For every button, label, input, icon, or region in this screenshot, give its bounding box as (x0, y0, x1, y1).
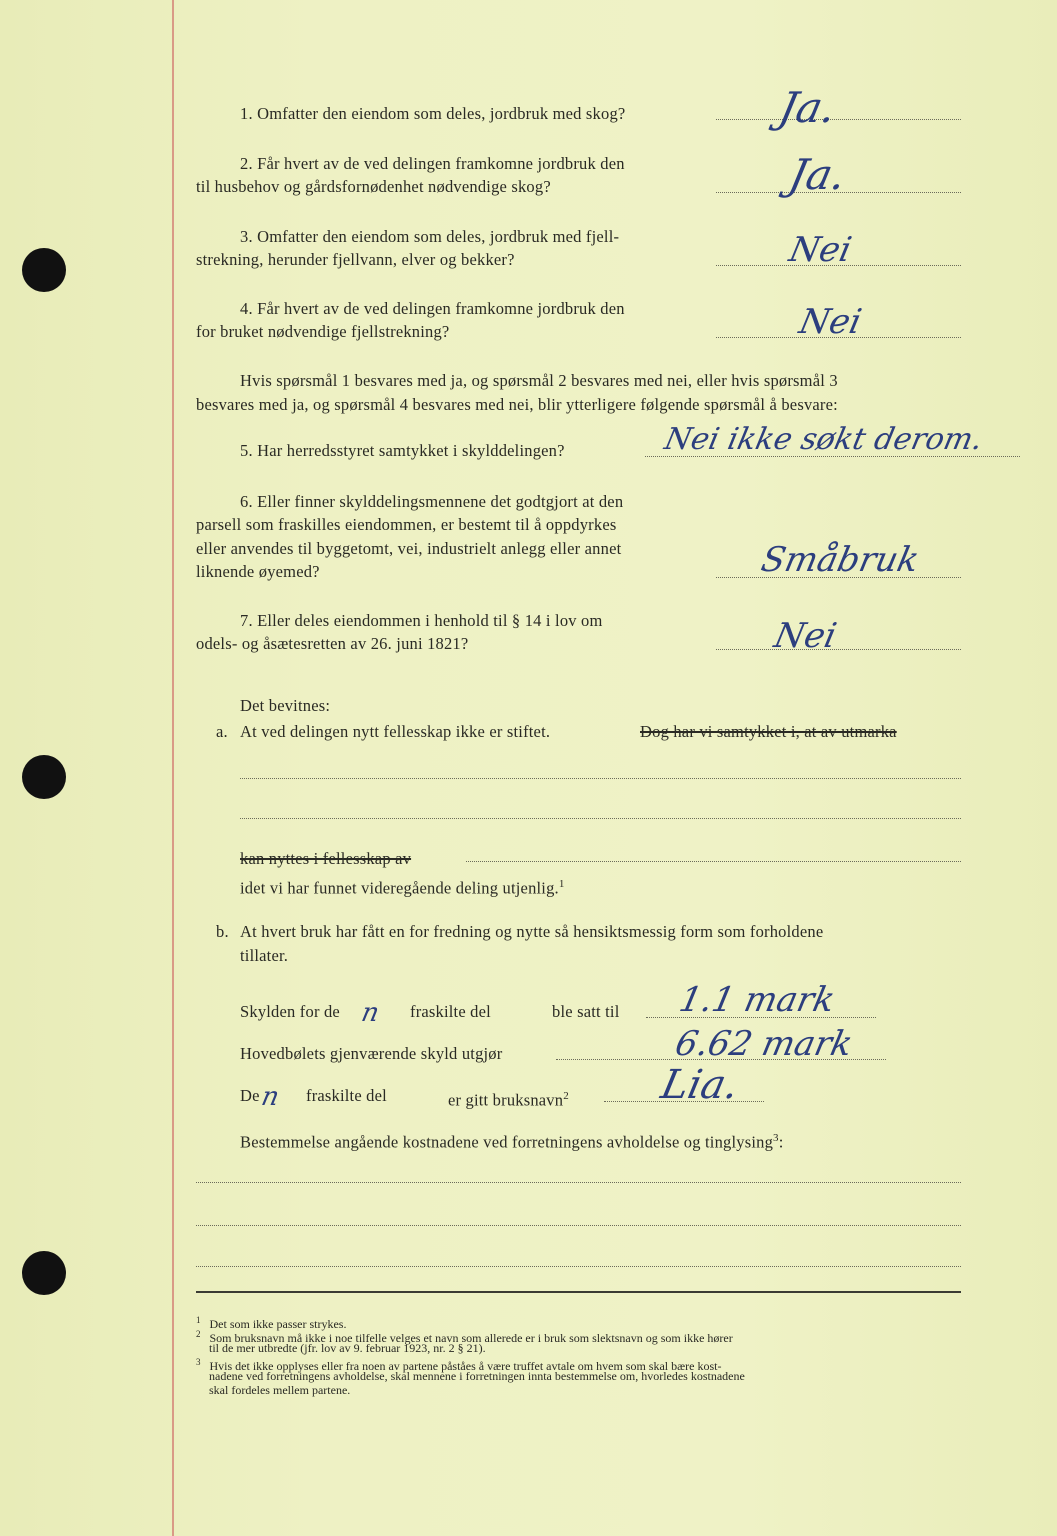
question-4-line-2: for bruket nødvendige fjellstrekning? (196, 322, 450, 341)
question-2-line-1: 2. Får hvert av de ved delingen framkomne jordbruk den (240, 154, 625, 173)
margin-line (172, 0, 174, 1536)
attest-b-line-1: At hvert bruk har fått en for fredning og nytte så hensiktsmessig form som forholdene (240, 922, 824, 941)
punch-hole (22, 248, 66, 292)
answer-line-1 (716, 119, 961, 120)
footnote-3-line-3: skal fordeles mellem partene. (209, 1383, 351, 1397)
answer-5: Nei ikke søkt derom. (661, 422, 986, 457)
bruksnavn-value: Lia. (657, 1062, 743, 1108)
punch-hole (22, 755, 66, 799)
question-6-line-3: eller anvendes til byggetomt, vei, industrielt anlegg eller annet (196, 539, 622, 558)
attest-a-struck: Dog har vi samtykket i, at av utmarka (640, 722, 897, 741)
answer-2: Ja. (784, 150, 851, 199)
question-3-line-1: 3. Omfatter den eiendom som deles, jordbruk med fjell- (240, 227, 620, 246)
skyld-label-2: fraskilte del (410, 1002, 491, 1021)
attest-b-line-2: tillater. (240, 946, 289, 965)
attest-blank-line (240, 778, 961, 779)
question-1: 1. Omfatter den eiendom som deles, jordbruk med skog? (240, 104, 626, 123)
question-6-line-1: 6. Eller finner skylddelingsmennene det godtgjort at den (240, 492, 624, 511)
bruksnavn-handwritten-n: n (258, 1082, 282, 1112)
question-3-line-2: strekning, herunder fjellvann, elver og bekker? (196, 250, 515, 269)
skyld-label: Skylden for de (240, 1002, 340, 1021)
attest-a-tail: idet vi har funnet videregående deling utjenlig.$^1$ (240, 878, 565, 898)
attest-heading: Det bevitnes: (240, 696, 331, 715)
skyld-handwritten-n: n (358, 998, 382, 1028)
answer-7: Nei (770, 616, 841, 656)
answer-3: Nei (785, 230, 856, 270)
bruksnavn-label-3: er gitt bruksnavn$^2$ (448, 1090, 569, 1110)
question-6-line-4: liknende øyemed? (196, 562, 320, 581)
kostnader-line (196, 1182, 961, 1183)
condition-line-2: besvares med ja, og spørsmål 4 besvares med nei, blir ytterligere følgende spørsmål å besvare: (196, 395, 838, 414)
footnote-2: $^2$ Som bruksnavn må ikke i noe tilfelle velges et navn som allerede er i bruk som slektsnavn og som ikke hører (196, 1329, 733, 1345)
skyld-value: 1.1 mark (675, 980, 839, 1020)
kostnader-label: Bestemmelse angående kostnadene ved forretningens avholdelse og tinglysing$^3$: (240, 1132, 784, 1152)
footnote-1: $^1$ Det som ikke passer strykes. (196, 1315, 347, 1331)
question-5: 5. Har herredsstyret samtykket i skylddelingen? (240, 441, 565, 460)
question-6-line-2: parsell som fraskilles eiendommen, er bestemt til å oppdyrkes (196, 515, 617, 534)
attest-b-label: b. (216, 922, 229, 941)
attest-blank-line (240, 818, 961, 819)
bruksnavn-label: De (240, 1086, 260, 1105)
hovedbol-label: Hovedbølets gjenværende skyld utgjør (240, 1044, 503, 1063)
answer-1: Ja. (774, 83, 841, 132)
punch-hole (22, 1251, 66, 1295)
question-4-line-1: 4. Får hvert av de ved delingen framkomne jordbruk den (240, 299, 625, 318)
answer-line-7 (716, 649, 961, 650)
hovedbol-value: 6.62 mark (671, 1024, 857, 1064)
condition-line-1: Hvis spørsmål 1 besvares med ja, og spørsmål 2 besvares med nei, eller hvis spørsmål 3 (240, 371, 838, 390)
attest-a-text: At ved delingen nytt fellesskap ikke er stiftet. (240, 722, 551, 741)
attest-blank-line (466, 861, 961, 862)
answer-4: Nei (795, 302, 866, 342)
question-7-line-2: odels- og åsætesretten av 26. juni 1821? (196, 634, 469, 653)
footnote-2-line-2: til de mer utbredte (jfr. lov av 9. februar 1923, nr. 2 § 21). (209, 1341, 486, 1355)
question-7-line-1: 7. Eller deles eiendommen i henhold til § 14 i lov om (240, 611, 603, 630)
bruksnavn-label-2: fraskilte del (306, 1086, 387, 1105)
footnote-3: $^3$ Hvis det ikke opplyses eller fra noen av partene påståes å være truffet avtale om hvem som skal bære kost- (196, 1357, 722, 1373)
footnote-3-line-2: nadene ved forretningens avholdelse, skal mennene i forretningen innta bestemmelse om, hvorledes kostnadene (209, 1369, 745, 1383)
question-2-line-2: til husbehov og gårdsfornødenhet nødvendige skog? (196, 177, 551, 196)
kostnader-line (196, 1266, 961, 1267)
kostnader-line (196, 1225, 961, 1226)
attest-a-label: a. (216, 722, 228, 741)
answer-6: Småbruk (757, 540, 923, 580)
footnote-rule (196, 1291, 961, 1293)
skyld-label-3: ble satt til (552, 1002, 620, 1021)
attest-a-struck-2: kan nyttes i fellesskap av (240, 849, 412, 868)
